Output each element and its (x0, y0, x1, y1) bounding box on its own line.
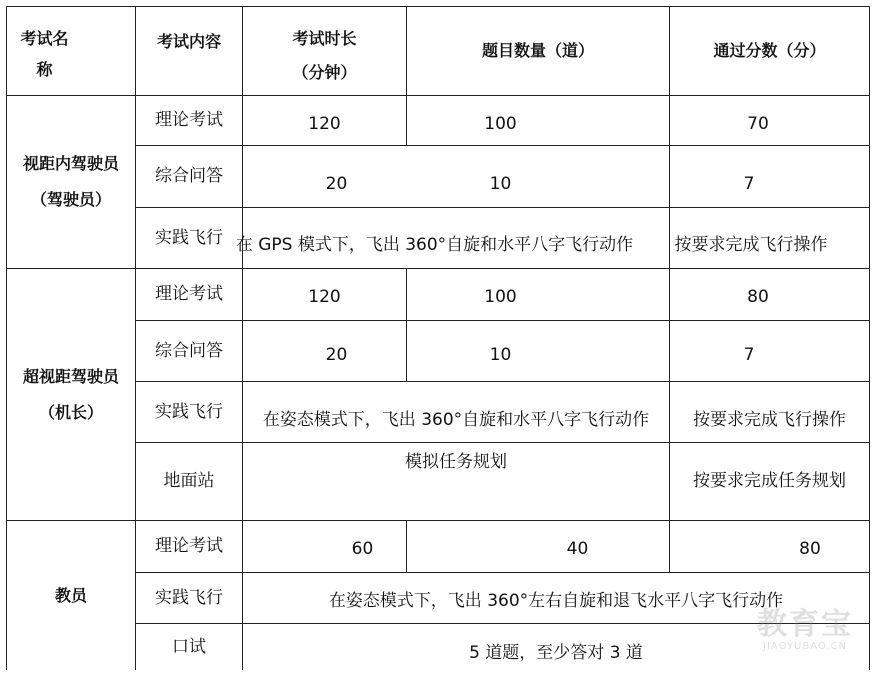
header-duration (243, 7, 406, 95)
row-content: 实践飞行 (155, 401, 223, 422)
row-pass: 7 (743, 173, 755, 194)
header-pass (670, 7, 869, 95)
row-pass: 80 (747, 287, 769, 308)
header-count-label: 题目数量（道） (481, 41, 594, 61)
row-span-text: 在姿态模式下，飞出 360°自旋和水平八字飞行动作 (262, 409, 650, 430)
row-count: 10 (489, 173, 512, 194)
header-exam-name (7, 8, 82, 94)
group-name-line2: （驾驶员） (30, 190, 111, 209)
row-count: 40 (566, 538, 589, 559)
row-content: 地面站 (163, 471, 215, 492)
header-exam-name-line1: 考试名 (20, 29, 69, 48)
row-content: 综合问答 (155, 166, 223, 187)
row-content: 综合问答 (155, 340, 223, 361)
header-exam-name-line2: 称 (36, 60, 53, 79)
header-content (136, 7, 242, 77)
row-span-text: 在 GPS 模式下，飞出 360°自旋和水平八字飞行动作 (235, 235, 634, 256)
header-duration-line2: （分钟） (292, 63, 357, 82)
row-count: 100 (484, 113, 517, 134)
row-content: 理论考试 (155, 110, 223, 131)
row-count: 100 (484, 287, 517, 308)
row-pass: 80 (799, 538, 821, 559)
row-span-text: 在姿态模式下，飞出 360°左右自旋和退飞水平八字飞行动作 (328, 590, 784, 611)
group-name (7, 521, 135, 670)
row-duration: 120 (308, 113, 341, 134)
row-count: 10 (489, 345, 512, 366)
row-pass: 7 (743, 345, 755, 366)
header-count (407, 7, 669, 95)
row-duration: 20 (325, 345, 348, 366)
row-duration: 60 (351, 538, 374, 559)
row-duration: 120 (308, 287, 341, 308)
row-content: 实践飞行 (155, 587, 223, 608)
row-content: 实践飞行 (155, 227, 223, 248)
row-span-text: 5 道题，至少答对 3 道 (469, 642, 643, 663)
row-content: 口试 (172, 636, 206, 657)
row-content: 理论考试 (155, 536, 223, 557)
group-name-line2: （机长） (38, 402, 103, 422)
watermark-logo (757, 609, 853, 652)
row-span-text: 模拟任务规划 (405, 451, 507, 472)
group-name (7, 269, 135, 520)
group-name-line1: 教员 (54, 585, 87, 605)
header-pass-label: 通过分数（分） (713, 41, 826, 61)
watermark-text: 教育宝 (757, 607, 853, 642)
group-name-line1: 超视距驾驶员 (22, 366, 119, 386)
group-name-line1: 视距内驾驶员 (22, 154, 119, 173)
row-duration: 20 (325, 173, 348, 194)
header-duration-line1: 考试时长 (292, 29, 357, 48)
row-pass: 按要求完成飞行操作 (693, 409, 846, 430)
row-pass: 按要求完成飞行操作 (674, 235, 828, 256)
watermark-url: JIAOYUBAO.CN (763, 641, 847, 652)
row-content: 理论考试 (155, 284, 223, 305)
row-pass: 按要求完成任务规划 (693, 471, 846, 492)
header-content-label: 考试内容 (156, 32, 221, 52)
group-name (7, 96, 135, 268)
row-pass: 70 (747, 113, 769, 134)
